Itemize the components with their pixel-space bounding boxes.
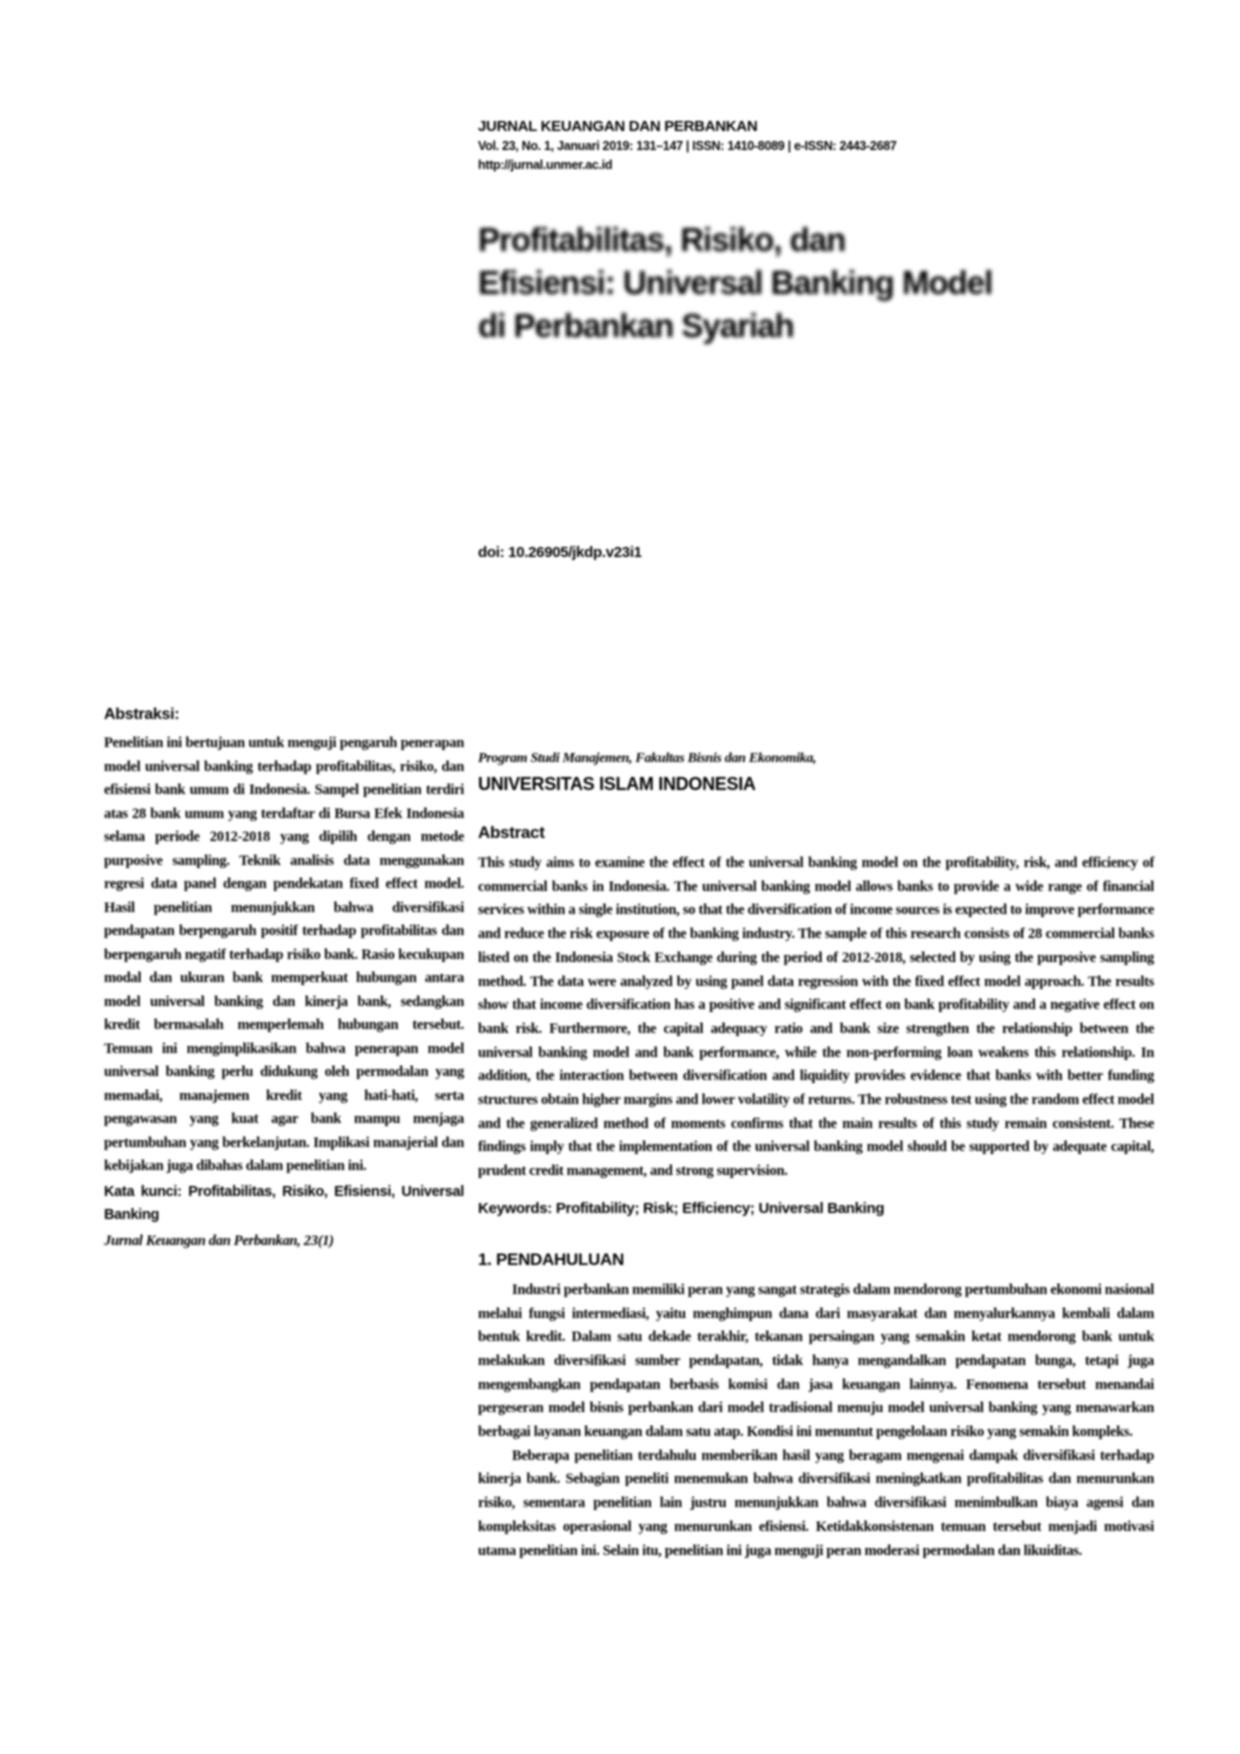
section-heading-introduction: 1. PENDAHULUAN: [478, 1249, 624, 1269]
author-institution: UNIVERSITAS ISLAM INDONESIA: [478, 774, 756, 794]
sidebar-abstract-indonesian: [104, 706, 464, 1253]
journal-name: JURNAL KEUANGAN DAN PERBANKAN: [478, 118, 758, 135]
article-title-line-1: Profitabilitas, Risiko, dan: [478, 221, 846, 258]
abstract-text: This study aims to examine the effect of the universal banking model on the profitability, risk, and efficiency of commercial banks in Indonesia. The universal banking model allows banks to provide a wide range of financial services within a single institution, so that the diversification of income sources is expected to improve performance and reduce the risk exposure of the banking industry. The sample of this research consists of 28 commercial banks listed on the Indonesia Stock Exchange during the period of 2012-2018, selected by using the purposive sampling method. The data were analyzed by using panel data regression with the fixed effect model approach. The results show that income diversification has a positive and significant effect on bank profitability and a negative effect on bank risk. Furthermore, the capital adequacy ratio and bank size strengthen the relationship between the universal banking model and bank performance, while the non-performing loan weakens this relationship. In addition, the interaction between diversification and liquidity provides evidence that banks with better funding structures obtain higher margins and lower volatility of returns. The robustness test using the random effect model and the generalized method of moments confirms that the main results of this study remain consistent. These findings imply that the implementation of the universal banking model should be supported by adequate capital, prudent credit management, and strong supervision.: [478, 855, 1154, 1180]
sidebar-abstract-text: Penelitian ini bertujuan untuk menguji pengaruh penerapan model universal banking terhadap profitabilitas, risiko, dan efisiensi bank umum di Indonesia. Sampel penelitian terdiri atas 28 bank umum yang terdaftar di Bursa Efek Indonesia selama periode 2012-2018 yang dipilih dengan metode purposive sampling. Teknik analisis data menggunakan regresi data panel dengan pendekatan fixed effect model. Hasil penelitian menunjukkan bahwa diversifikasi pendapatan berpengaruh positif terhadap profitabilitas dan berpengaruh negatif terhadap risiko bank. Rasio kecukupan modal dan ukuran bank memperkuat hubungan antara model universal banking dan kinerja bank, sedangkan kredit bermasalah memperlemah hubungan tersebut. Temuan ini mengimplikasikan bahwa penerapan model universal banking perlu didukung oleh permodalan yang memadai, manajemen kredit yang hati-hati, serta pengawasan yang kuat agar bank mampu menjaga pertumbuhan yang berkelanjutan. Implikasi manajerial dan kebijakan juga dibahas dalam penelitian ini.: [104, 735, 464, 1174]
keywords-line: Keywords: Profitability; Risk; Efficiency; Universal Banking: [478, 1199, 885, 1217]
doi-line: doi: 10.26905/jkdp.v23i1: [478, 544, 642, 561]
journal-issue-line: Vol. 23, No. 1, Januari 2019: 131–147 | ISSN: 1410-8089 | e-ISSN: 2443-2687: [478, 139, 897, 153]
introduction-paragraph-1: Industri perbankan memiliki peran yang sangat strategis dalam mendorong pertumbuhan ekonomi nasional melalui fungsi intermediasi, yaitu menghimpun dana dari masyarakat dan menyalurkannya kembali dalam bentuk kredit. Dalam satu dekade terakhir, tekanan persaingan yang semakin ketat mendorong bank untuk melakukan diversifikasi sumber pendapatan, tidak hanya mengandalkan pendapatan bunga, tetapi juga mengembangkan pendapatan berbasis komisi dan jasa keuangan lainnya. Fenomena tersebut menandai pergeseran model bisnis perbankan dari model tradisional menuju model universal banking yang menawarkan berbagai layanan keuangan dalam satu atap. Kondisi ini menuntut pengelolaan risiko yang semakin kompleks.: [478, 1281, 1154, 1441]
author-affiliation: Program Studi Manajemen, Fakultas Bisnis dan Ekonomika,: [478, 751, 817, 766]
article-title-line-2: Efisiensi: Universal Banking Model: [478, 264, 993, 301]
sidebar-keywords: Kata kunci: Profitabilitas, Risiko, Efisiensi, Universal Banking: [104, 1183, 464, 1223]
introduction-paragraph-2: Beberapa penelitian terdahulu memberikan hasil yang beragam mengenai dampak diversifikasi terhadap kinerja bank. Sebagian peneliti menemukan bahwa diversifikasi meningkatkan profitabilitas dan menurunkan risiko, sementara penelitian lain justru menunjukkan bahwa diversifikasi menimbulkan biaya agensi dan kompleksitas operasional yang menurunkan efisiensi. Ketidakkonsistenan temuan tersebut menjadi motivasi utama penelitian ini. Selain itu, penelitian ini juga menguji peran moderasi permodalan dan likuiditas.: [478, 1447, 1154, 1559]
sidebar-citation: Jurnal Keuangan dan Perbankan, 23(1): [104, 1232, 334, 1249]
abstract-heading: Abstract: [478, 823, 545, 842]
journal-header: [478, 116, 1078, 175]
journal-url: http://jurnal.unmer.ac.id: [478, 158, 613, 172]
article-title-line-3: di Perbankan Syariah: [478, 307, 794, 344]
article-title: [478, 218, 1118, 347]
main-column: [478, 750, 1154, 1563]
sidebar-heading: Abstraksi:: [104, 706, 180, 723]
